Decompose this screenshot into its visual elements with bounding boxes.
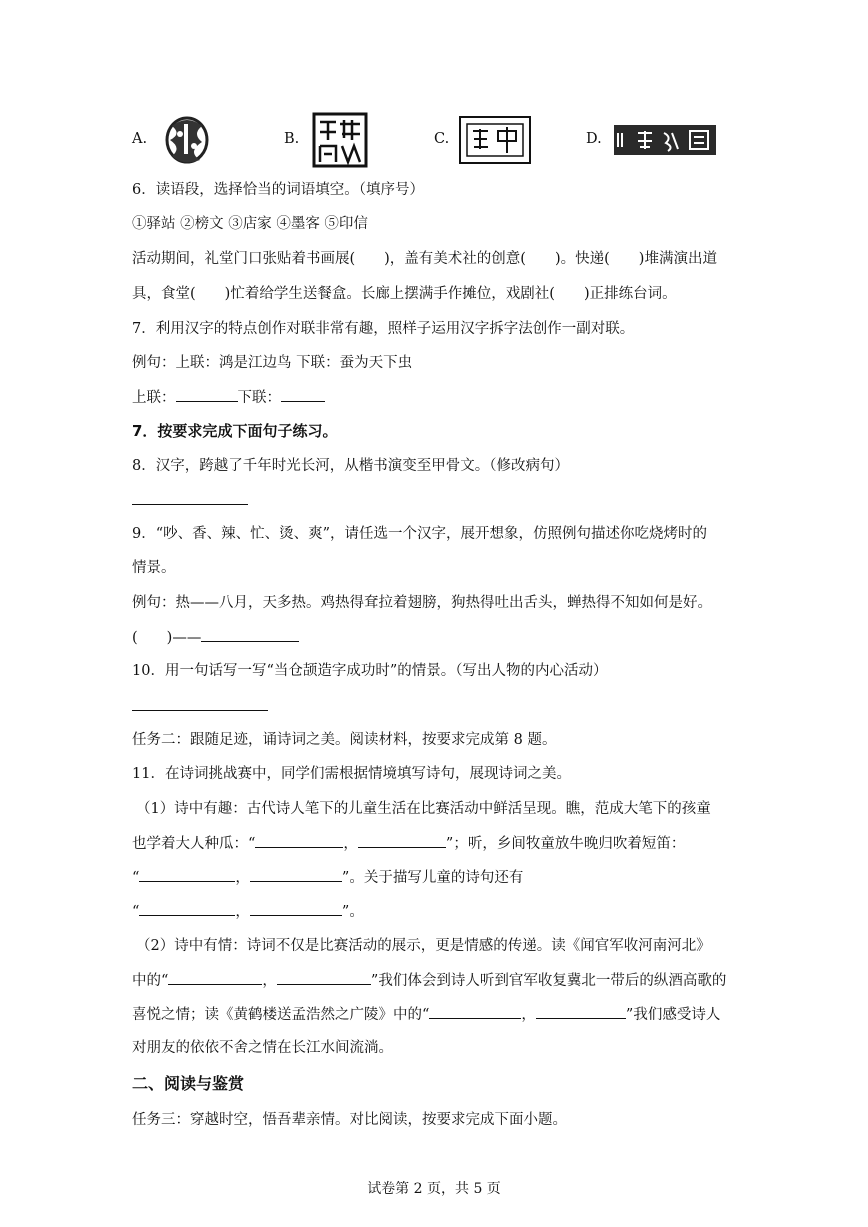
q11-part1-line3: [132, 867, 523, 888]
q11-part2-line1: （2）诗中有情：诗词不仅是比赛活动的展示，更是情感的传递。读《闻官军收河南河北》: [136, 938, 711, 954]
option-a-label: A.: [132, 131, 148, 147]
q10-answer-blank[interactable]: [132, 696, 268, 711]
q6-prompt: 6．读语段，选择恰当的词语填空。（填序号）: [132, 182, 424, 198]
q11-part2-line4: 对朋友的依依不舍之情在长江水间流淌。: [132, 1040, 393, 1056]
task3-instruction: 任务三：穿越时空，悟吾辈亲情。对比阅读，按要求完成下面小题。: [132, 1112, 567, 1128]
q9-answer-line: [132, 627, 299, 648]
q9-prompt-line1: 9．“吵、香、辣、忙、烫、爽”，请任选一个汉字，展开想象，仿照例句描述你吃烧烤时的: [132, 526, 708, 542]
option-b-label: B.: [284, 131, 300, 147]
q11-prompt: 11．在诗词挑战赛中，同学们需根据情境填写诗句，展现诗词之美。: [132, 766, 571, 782]
q11-part1-line4: [132, 901, 364, 922]
page-footer: 试卷第 2 页，共 5 页: [367, 1181, 501, 1197]
q11-part1-line2-text-c: ”；听，乡间牧童放牛晚归吹着短笛：: [445, 836, 686, 852]
q11-part2-line2-text-b: ，: [262, 973, 277, 989]
q11-blank-3[interactable]: [139, 867, 235, 882]
q11-part1-line4-text-c: ”。: [341, 904, 364, 920]
seal-script-character-image: [162, 112, 212, 168]
q8-answer-line: [132, 490, 248, 511]
framed-character-plaque-image: [458, 115, 532, 165]
q6-paragraph-line1: 活动期间，礼堂门口张贴着书画展( )，盖有美术社的创意( )。快递( )堆满演出道: [132, 251, 717, 267]
q8-answer-blank[interactable]: [132, 490, 248, 505]
section-2-heading: 二、阅读与鉴赏: [132, 1074, 245, 1093]
q9-answer-prefix: ( )——: [132, 630, 202, 646]
q11-part2-line2-text-a: 中的“: [132, 973, 169, 989]
q11-part1-line3-text-a: “: [132, 870, 140, 886]
q11-blank-2[interactable]: [358, 833, 446, 848]
q11-part1-line4-text-a: “: [132, 904, 140, 920]
q11-part2-line3: [132, 1004, 720, 1025]
q6-paragraph-line2: 具，食堂( )忙着给学生送餐盒。长廊上摆满手作摊位，戏剧社( )正排练台词。: [132, 286, 677, 302]
option-c-label: C.: [434, 131, 450, 147]
q7-upper-label: 上联：: [132, 390, 176, 406]
q10-answer-line: [132, 696, 268, 717]
q7-lower-label: 下联：: [237, 390, 281, 406]
q11-part2-line3-text-b: ，: [521, 1007, 536, 1023]
q11-part1-line1: （1）诗中有趣：古代诗人笔下的儿童生活在比赛活动中鲜活呈现。瞧，范成大笔下的孩童: [136, 801, 711, 817]
q11-blank-10[interactable]: [536, 1004, 626, 1019]
q11-blank-6[interactable]: [250, 901, 342, 916]
q11-blank-1[interactable]: [255, 833, 343, 848]
q9-example: 例句：热——八月，天多热。鸡热得耷拉着翅膀，狗热得吐出舌头，蝉热得不知如何是好。: [132, 595, 712, 611]
q11-part1-line4-text-b: ，: [235, 904, 250, 920]
dark-banner-calligraphy-image: [614, 125, 716, 155]
task2-instruction: 任务二：跟随足迹，诵诗词之美。阅读材料，按要求完成第 8 题。: [132, 732, 557, 748]
q11-blank-4[interactable]: [250, 867, 342, 882]
q7-lower-blank[interactable]: [281, 387, 325, 402]
q10-prompt: 10．用一句话写一写“当仓颉造字成功时”的情景。（写出人物的内心活动）: [132, 663, 608, 679]
q11-part1-line3-text-b: ，: [235, 870, 250, 886]
q11-part1-line3-text-c: ”。关于描写儿童的诗句还有: [341, 870, 524, 886]
section-7-heading: 7．按要求完成下面句子练习。: [132, 422, 338, 440]
q11-blank-9[interactable]: [429, 1004, 521, 1019]
q11-part1-line2-text-a: 也学着大人种瓜：“: [132, 836, 256, 852]
q11-part1-line2-text-b: ，: [343, 836, 358, 852]
q9-prompt-line2: 情景。: [132, 560, 176, 576]
q11-blank-5[interactable]: [139, 901, 235, 916]
q6-choices: ①驿站 ②榜文 ③店家 ④墨客 ⑤印信: [132, 216, 368, 232]
q11-part1-line2: [132, 833, 685, 854]
q9-answer-blank[interactable]: [201, 627, 299, 642]
q7-answer-line: [132, 387, 325, 408]
q11-part2-line3-text-a: 喜悦之情；读《黄鹤楼送孟浩然之广陵》中的“: [132, 1007, 430, 1023]
q7-upper-blank[interactable]: [176, 387, 238, 402]
q7-prompt: 7．利用汉字的特点创作对联非常有趣，照样子运用汉字拆字法创作一副对联。: [132, 321, 635, 337]
q11-part2-line2: [132, 970, 726, 991]
q11-part2-line2-text-c: ”我们体会到诗人听到官军收复冀北一带后的纵酒高歌的: [370, 973, 727, 989]
q11-part2-line3-text-c: ”我们感受诗人: [625, 1007, 721, 1023]
square-seal-stamp-image: [312, 112, 368, 168]
option-row: [132, 112, 732, 168]
q11-blank-7[interactable]: [168, 970, 262, 985]
q8-prompt: 8．汉字，跨越了千年时光长河，从楷书演变至甲骨文。（修改病句）: [132, 458, 569, 474]
option-d-label: D.: [586, 131, 602, 147]
q7-example: 例句：上联：鸿是江边鸟 下联：蚕为天下虫: [132, 355, 413, 371]
q11-blank-8[interactable]: [277, 970, 371, 985]
